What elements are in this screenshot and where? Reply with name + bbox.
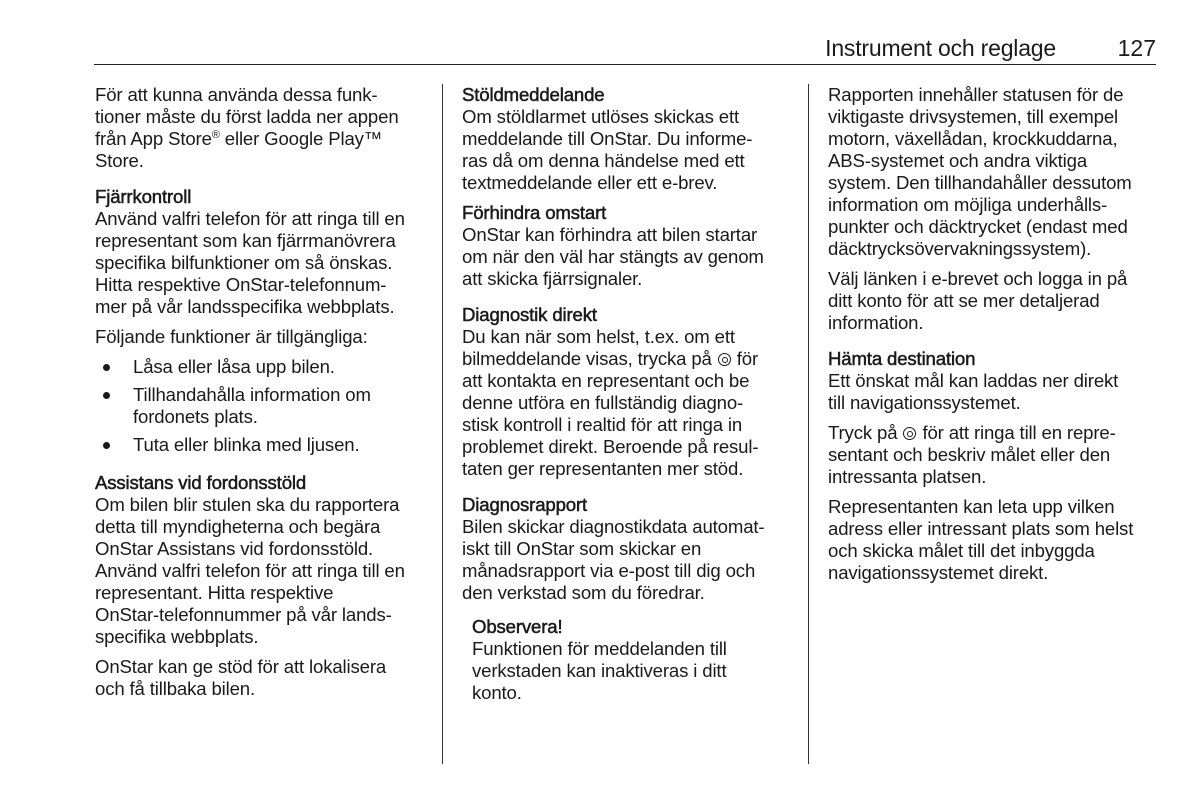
page-title: Instrument och reglage — [825, 35, 1056, 61]
note-heading: Observera! — [472, 616, 563, 637]
intro-paragraph — [95, 84, 425, 172]
remote-heading: Fjärrkontroll — [95, 186, 192, 207]
theft-message-text: Om stöldlarmet utlöses skickas ett meddelande till OnStar. Du informe‐ ras då om denna händelse med ett textmeddelande eller ett e-brev. — [462, 106, 753, 193]
call-text — [828, 422, 1158, 488]
restart-heading: Förhindra omstart — [462, 202, 607, 223]
destination-text: Ett önskat mål kan laddas ner direkt till navigationssystemet. — [828, 370, 1119, 413]
list-item-text: Tillhandahålla information om fordonets plats. — [133, 384, 371, 427]
bullet-icon — [103, 442, 110, 449]
call-text-b: för att ringa till en repre‐ sentant och beskriv målet eller den intressanta platsen. — [828, 422, 1116, 487]
remote-text: Använd valfri telefon för att ringa till en representant som kan fjärrmanövrera specifika bilfunktioner om så önskas. Hitta respektive OnStar-telefonnum‐ mer på vår landsspecifika webbplats. — [95, 208, 405, 317]
list-item — [95, 384, 425, 428]
link-text: Välj länken i e-brevet och logga in på ditt konto för att se mer detaljerad information. — [828, 268, 1128, 333]
note-box — [472, 616, 794, 704]
diagnostics-heading: Diagnostik direkt — [462, 304, 597, 325]
list-item — [95, 434, 425, 456]
report-heading: Diagnosrapport — [462, 494, 588, 515]
report-text: Bilen skickar diagnostikdata automat‐ iskt till OnStar som skickar en månadsrapport via e-post till dig och den verkstad som du föredrar. — [462, 516, 765, 603]
registered-mark: ® — [211, 128, 220, 141]
theft-message-heading: Stöldmeddelande — [462, 84, 605, 105]
intro-line-3a: från App Store — [95, 128, 212, 149]
restart-text: OnStar kan förhindra att bilen startar om när den väl har stängts av genom att skicka fjärrsignaler. — [462, 224, 764, 289]
intro-line-1: För att kunna använda dessa funk‐ — [95, 84, 378, 105]
representative-text: Representanten kan leta upp vilken adress eller intressant plats som helst och skicka målet till det inbyggda navigationssystemet direkt. — [828, 496, 1134, 583]
page-header — [94, 34, 1156, 65]
diagnostics-text-a: Du kan när som helst, t.ex. om ett bilmeddelande visas, trycka på — [462, 326, 735, 369]
intro-line-2: tioner måste du först ladda ner appen — [95, 106, 399, 127]
call-text-a: Tryck på — [828, 422, 903, 443]
list-item-text: Låsa eller låsa upp bilen. — [133, 356, 335, 377]
bullet-icon — [103, 364, 110, 371]
onstar-phone-icon — [718, 353, 731, 366]
note-text: Funktionen för meddelanden till verkstaden kan inaktiveras i ditt konto. — [472, 638, 727, 703]
list-item — [95, 356, 425, 378]
intro-line-4: Store. — [95, 150, 144, 171]
functions-intro: Följande funktioner är tillgängliga: — [95, 326, 368, 347]
locate-text: OnStar kan ge stöd för att lokalisera och få tillbaka bilen. — [95, 656, 387, 699]
column-1 — [95, 84, 425, 708]
page-number: 127 — [1117, 35, 1156, 61]
theft-assist-heading: Assistans vid fordonsstöld — [95, 472, 307, 493]
diagnostics-text — [462, 326, 794, 480]
column-2 — [462, 84, 794, 712]
theft-assist-text: Om bilen blir stulen ska du rapportera detta till myndigheterna och begära OnStar Assistans vid fordonsstöld. Använd valfri telefon för att ringa till en representant. Hitta respektive OnStar-telefonnummer på vår lands‐ specifika webbplats. — [95, 494, 405, 647]
onstar-phone-icon — [903, 427, 916, 440]
column-divider-1 — [442, 84, 443, 764]
intro-line-3b: eller Google Play™ — [219, 128, 383, 149]
list-item-text: Tuta eller blinka med ljusen. — [133, 434, 360, 455]
bullet-icon — [103, 392, 110, 399]
column-divider-2 — [808, 84, 809, 764]
column-3 — [828, 84, 1158, 592]
report-status-text: Rapporten innehåller statusen för de viktigaste drivsystemen, till exempel motorn, växellådan, krockkuddarna, ABS-systemet och andra viktiga system. Den tillhandahåller dessutom information om möjliga underhålls‐ punkter och däcktrycket (endast med däcktrycksövervakningssystem). — [828, 84, 1132, 259]
destination-heading: Hämta destination — [828, 348, 976, 369]
diagnostics-text-b: för att kontakta en representant och be denne utföra en fullständig diagno‐ stisk kontroll i realtid för att ringa in problemet direkt. Beroende på resul‐ taten ger representanten mer stöd. — [462, 348, 759, 479]
function-list — [95, 356, 425, 456]
